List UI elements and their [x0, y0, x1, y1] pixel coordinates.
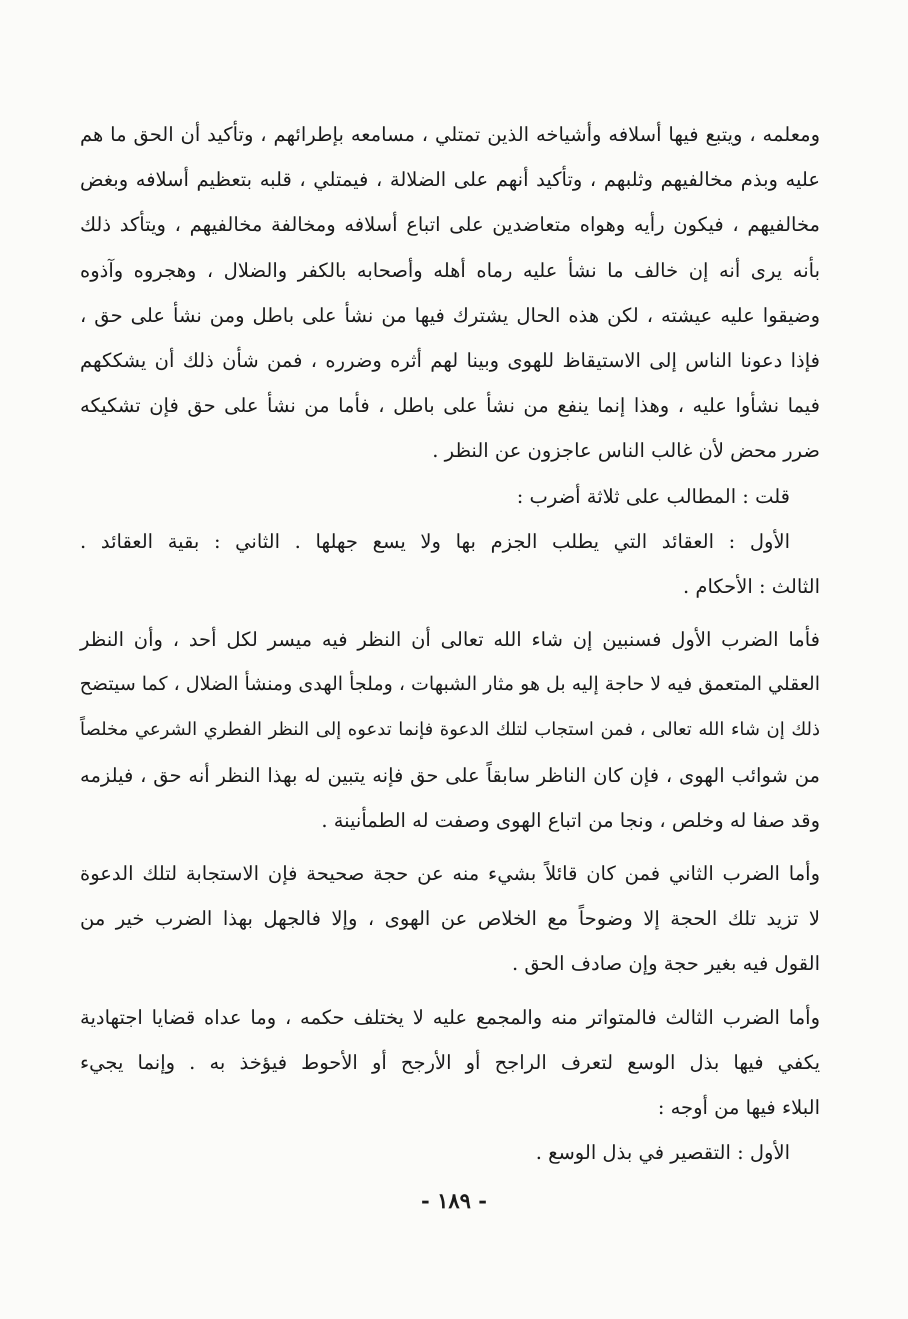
text-line: فأما الضرب الأول فسنبين إن شاء الله تعالى أن النظر فيه ميسر لكل أحد ، وأن النظر — [80, 628, 820, 652]
text-line: الأول : العقائد التي يطلب الجزم بها ولا يسع جهلها . الثاني : بقية العقائد . — [80, 529, 790, 553]
text-line: وأما الضرب الثالث فالمتواتر منه والمجمع عليه لا يختلف حكمه ، وما عداه قضايا اجتهادية — [80, 1005, 820, 1029]
text-line: بأنه يرى أنه إن خالف ما نشأ عليه رماه أهله وأصحابه بالكفر والضلال ، وهجروه وآذوه — [80, 258, 820, 282]
text-line: عليه وبذم مخالفيهم وثلبهم ، وتأكيد أنهم على الضلالة ، فيمتلي ، قلبه بتعظيم أسلافه وبغض — [80, 168, 820, 192]
text-line: ومعلمه ، ويتبع فيها أسلافه وأشياخه الذين تمتلي ، مسامعه بإطرائهم ، وتأكيد أن الحق ما هم — [80, 123, 820, 146]
text-line: قلت : المطالب على ثلاثة أضرب : — [516, 484, 790, 508]
text-line: وقد صفا له وخلص ، ونجا من اتباع الهوى وصفت له الطمأنينة . — [321, 808, 820, 832]
text-line: البلاء فيها من أوجه : — [657, 1095, 820, 1119]
text-line: وضيقوا عليه عيشته ، لكن هذه الحال يشترك فيها من نشأ على باطل ومن نشأ على حق ، — [80, 303, 820, 327]
page-number: - ١٨٩ - — [421, 1188, 487, 1213]
text-line: القول فيه بغير حجة وإن صادف الحق . — [511, 952, 820, 976]
text-line: وأما الضرب الثاني فمن كان قائلاً بشيء منه عن حجة صحيحة فإن الاستجابة لتلك الدعوة — [80, 862, 820, 885]
text-line: مخالفيهم ، فيكون رأيه وهواه متعاضدين على اتباع أسلافه ومخالفة مخالفيهم ، ويتأكد ذلك — [80, 213, 820, 237]
text-line: الثالث : الأحكام . — [682, 574, 820, 598]
text-line: ذلك إن شاء الله تعالى ، فمن استجاب لتلك الدعوة فإنما تدعوه إلى النظر الفطري الشرعي مخلصاً — [80, 719, 820, 741]
text-line: يكفي فيها بذل الوسع لتعرف الراجح أو الأرجح أو الأحوط فيؤخذ به . وإنما يجيء — [80, 1050, 820, 1074]
text-line: فإذا دعونا الناس إلى الاستيقاظ للهوى وبينا لهم أثره وضرره ، فمن شأن ذلك أن يشككهم — [80, 348, 820, 372]
text-line: فيما نشأوا عليه ، وهذا إنما ينفع من نشأ على باطل ، فأما من نشأ على حق فإن تشكيكه — [80, 394, 820, 418]
text-line: العقلي المتعمق فيه لا حاجة إليه بل هو مثار الشبهات ، وملجأ الهدى ومنشأ الضلال ، كما سيتضح — [79, 673, 820, 696]
text-line: لا تزيد تلك الحجة إلا وضوحاً مع الخلاص عن الهوى ، وإلا فالجهل بهذا الضرب خير من — [80, 907, 820, 931]
text-line: ضرر محض لأن غالب الناس عاجزون عن النظر . — [432, 439, 820, 463]
text-line: من شوائب الهوى ، فإن كان الناظر سابقاً على حق فإنه يتبين له بهذا النظر أنه حق ، فيلزمه — [80, 763, 820, 787]
text-line: الأول : التقصير في بذل الوسع . — [535, 1141, 790, 1165]
page-body-text — [80, 112, 820, 1175]
